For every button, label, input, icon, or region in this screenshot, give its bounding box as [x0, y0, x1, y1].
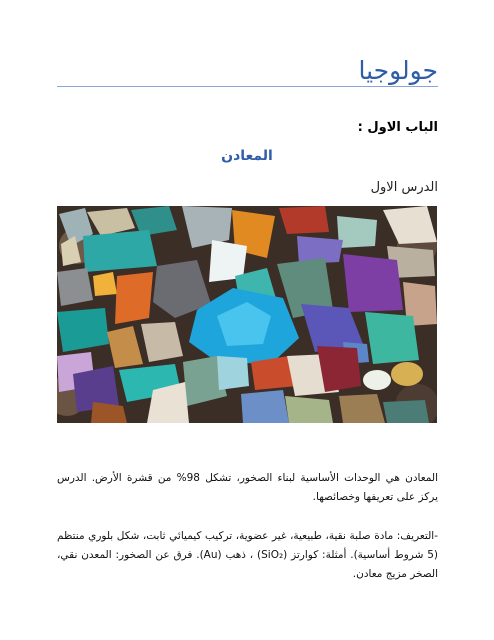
lesson-title: المعادن — [221, 148, 273, 164]
chapter-heading: الباب الاول : — [357, 120, 438, 135]
title-divider — [57, 86, 438, 87]
paragraph-intro: المعادن هي الوحدات الأساسية لبناء الصخور، تشكل 98% من قشرة الأرض. الدرس يركز على تعريفها وخصائصها. — [57, 471, 438, 503]
lesson-subtitle: الدرس الاول — [370, 180, 438, 195]
minerals-photo — [57, 206, 437, 423]
paragraph-definition: -التعريف: مادة صلبة نقية، طبيعية، غير عضوية، تركيب كيميائي ثابت، شكل بلوري منتظم (5 شروط أساسية). أمثلة: كوارتز (SiO₂) ، ذهب (Au). فرق عن الصخور: المعدن نقي، الصخر مزيج معادن. — [57, 529, 438, 580]
document-title: جولوجيا — [358, 56, 438, 85]
minerals-illustration — [57, 206, 437, 423]
